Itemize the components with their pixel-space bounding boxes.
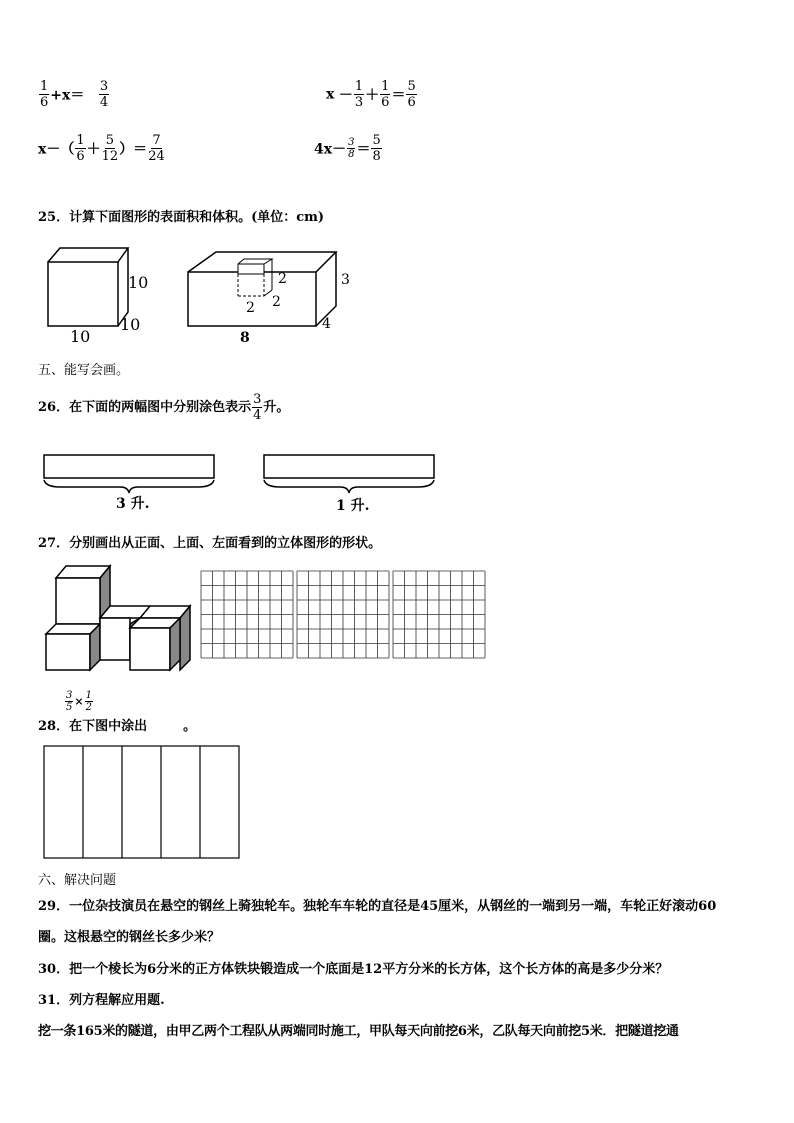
q28-rectangle (43, 745, 243, 861)
fraction: $\frac{1}{6}$ (76, 133, 85, 164)
fraction: $\frac{1}{2}$ (85, 690, 92, 713)
question-31-line-1: 挖一条165米的隧道，由甲乙两个工程队从两端同时施工，甲队每天向前挖6米，乙队每天向前挖5米．把隧道挖通 (38, 1024, 679, 1039)
question-29-line-1: 29．一位杂技演员在悬空的钢丝上骑独轮车。独轮车车轮的直径是45厘米，从钢丝的一端到另一端，车轮正好滚动60 (38, 899, 717, 914)
bar-1-liter[interactable] (264, 455, 434, 478)
fraction: $\frac{7}{24}$ (148, 133, 165, 164)
question-25: 25．计算下面图形的表面积和体积。(单位：cm) (38, 210, 325, 225)
fraction: $\frac{3}{4}$ (253, 392, 262, 423)
drawing-grid-3[interactable] (393, 571, 485, 658)
small-cube-cutout (238, 259, 272, 296)
q26-bars (40, 450, 440, 514)
small-depth: 2 (272, 294, 281, 310)
q27-grids (200, 570, 490, 662)
cube-edge-depth: 10 (120, 315, 141, 334)
question-26: 26．在下面的两幅图中分别涂色表示 $\frac{3}{4}$ 升。 (38, 392, 290, 423)
drawing-grid-2[interactable] (297, 571, 389, 658)
equation-1: $\frac{1}{6}$ +x＝ $\frac{3}{4}$ (40, 79, 109, 110)
section-5-heading: 五、能写会画。 (38, 363, 130, 378)
cuboid-length: 8 (240, 330, 250, 346)
q25-figures (40, 240, 380, 346)
cube-edge-right: 10 (128, 273, 149, 292)
label-3-liters: 3 升. (116, 496, 150, 512)
q28-multiplication: $\frac{3}{5}$ × $\frac{1}{2}$ (66, 690, 92, 713)
equation-3: x－（ $\frac{1}{6}$ ＋ $\frac{5}{12}$ ）＝ $\frac{7}{24}$ (38, 133, 165, 164)
small-height: 2 (278, 271, 287, 287)
question-31-title: 31．列方程解应用题. (38, 993, 165, 1008)
bar-3-liters[interactable] (44, 455, 214, 478)
q27-solid-figure (42, 562, 192, 674)
fraction: $\frac{1}{3}$ (354, 79, 364, 110)
fraction: $\frac{3}{4}$ (99, 79, 109, 110)
fraction: $\frac{5}{8}$ (372, 133, 381, 164)
cuboid-height: 3 (341, 272, 350, 288)
label-1-liter: 1 升. (336, 498, 370, 514)
fraction: $\frac{3}{8}$ (348, 137, 355, 160)
fraction: $\frac{1}{6}$ (40, 79, 49, 110)
question-30: 30．把一个棱长为6分米的正方体铁块锻造成一个底面是12平方分米的长方体，这个长方体的高是多少分米？ (38, 962, 669, 977)
brace-right (264, 480, 434, 493)
cuboid-depth: 4 (322, 316, 331, 332)
cube-edge-bottom: 10 (70, 327, 91, 346)
drawing-grid-1[interactable] (201, 571, 293, 658)
cuboid-figure (188, 252, 336, 326)
equation-2: x － $\frac{1}{3}$ ＋ $\frac{1}{6}$ ＝ $\frac{5}{6}$ (326, 79, 416, 110)
fraction: $\frac{5}{12}$ (101, 133, 119, 164)
cube-figure (48, 248, 128, 326)
small-width: 2 (246, 300, 255, 316)
brace-left (44, 480, 214, 493)
equation-4: 4x－ $\frac{3}{8}$ ＝ $\frac{5}{8}$ (314, 133, 381, 164)
section-6-heading: 六、解决问题 (38, 873, 117, 888)
fraction: $\frac{3}{5}$ (66, 690, 73, 713)
fraction: $\frac{5}{6}$ (407, 79, 416, 110)
question-28: 28．在下图中涂出 。 (38, 719, 197, 734)
question-27: 27．分别画出从正面、上面、左面看到的立体图形的形状。 (38, 536, 382, 551)
shading-rectangle[interactable] (44, 746, 239, 858)
question-29-line-2: 圈。这根悬空的钢丝长多少米？ (38, 930, 221, 945)
fraction: $\frac{1}{6}$ (381, 79, 390, 110)
